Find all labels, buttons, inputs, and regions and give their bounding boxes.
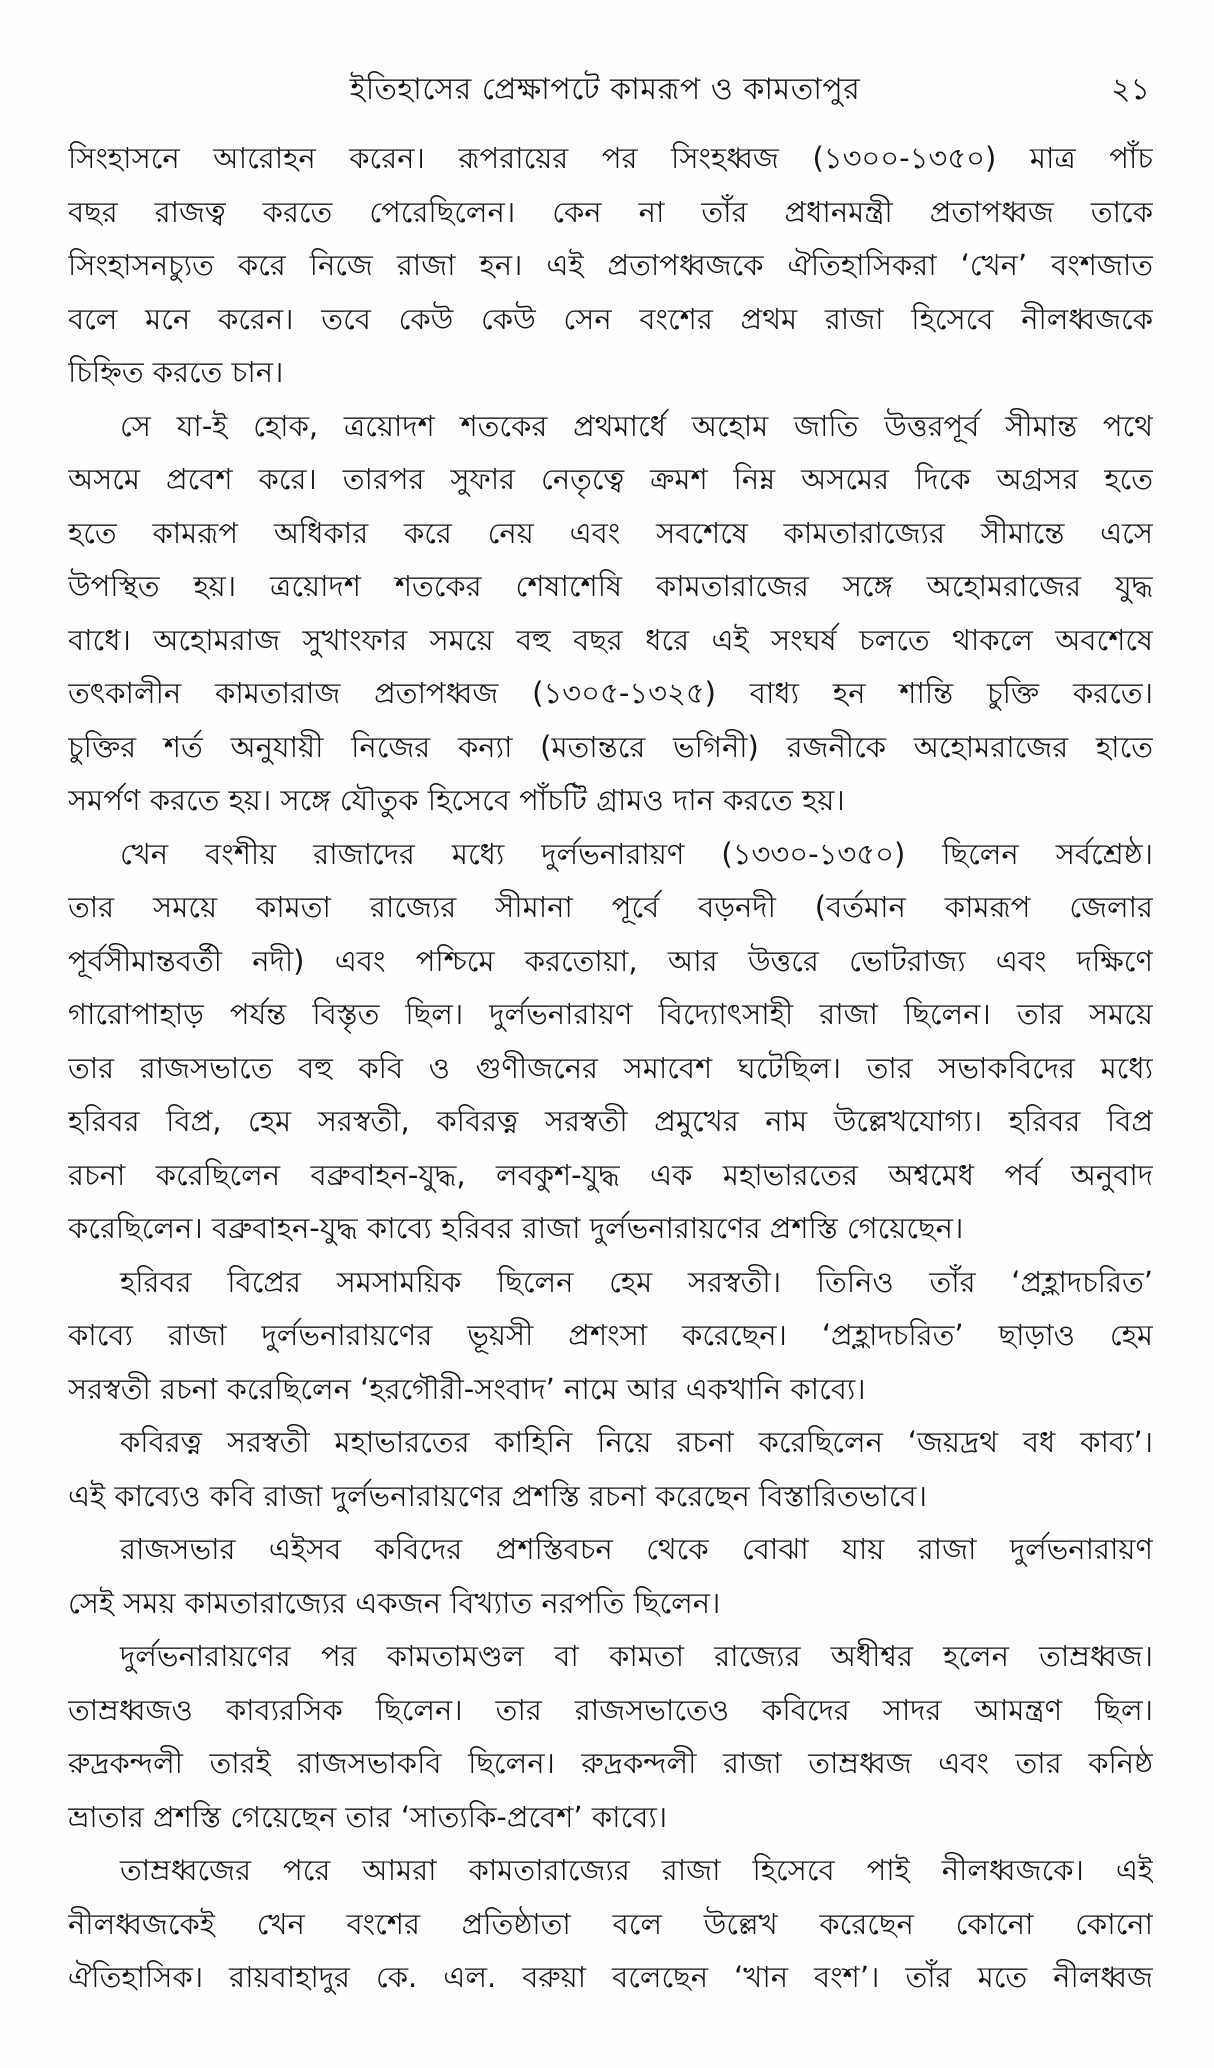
text-line: দুর্লভনারায়ণের পর কামতামণ্ডল বা কামতা রাজ্যের অধীশ্বর হলেন তাম্রধ্বজ। [120,1639,1153,1673]
paragraph-2 [68,400,1153,828]
paragraph-4 [68,1256,1153,1417]
paragraph-5 [68,1416,1153,1523]
text-line: রাজসভার এইসব কবিদের প্রশস্তিবচন থেকে বোঝা যায় রাজা দুর্লভনারায়ণ [120,1532,1153,1566]
paragraph-7 [68,1630,1153,1844]
text-line: খেন বংশীয় রাজাদের মধ্যে দুর্লভনারায়ণ (১৩৩০-১৩৫০) ছিলেন সর্বশ্রেষ্ঠ। [120,836,1153,871]
text-line: তার রাজসভাতে বহু কবি ও গুণীজনের সমাবেশ ঘটেছিল। তার সভাকবিদের মধ্যে [68,1050,1153,1085]
text-line: বলে মনে করেন। তবে কেউ কেউ সেন বংশের প্রথম রাজা হিসেবে নীলধ্বজকে [68,301,1153,336]
text-line: অসমে প্রবেশ করে। তারপর সুফার নেতৃত্বে ক্রমশ নিম্ন অসমের দিকে অগ্রসর হতে [68,462,1153,496]
text-line: বাধে। অহোমরাজ সুখাংফার সময়ে বহু বছর ধরে এই সংঘর্ষ চলতে থাকলে অবশেষে [68,622,1153,657]
paragraph-8 [68,1844,1153,2005]
text-line: সরস্বতী রচনা করেছিলেন ‘হরগৌরী-সংবাদ’ নামে আর একখানি কাব্যে। [68,1371,866,1406]
text-line: পূর্বসীমান্তবর্তী নদী) এবং পশ্চিমে করতোয়া, আর উত্তরে ভোটরাজ্য এবং দক্ষিণে [68,943,1153,978]
text-line: কবিরত্ন সরস্বতী মহাভারতের কাহিনি নিয়ে রচনা করেছিলেন ‘জয়দ্রথ বধ কাব্য’। [120,1425,1153,1459]
paragraph-3 [68,828,1153,1256]
text-line: সিংহাসনে আরোহন করেন। রূপরায়ের পর সিংহধ্বজ (১৩০০-১৩৫০) মাত্র পাঁচ [68,141,1153,175]
text-line: রুদ্রকন্দলী তারই রাজসভাকবি ছিলেন। রুদ্রকন্দলী রাজা তাম্রধ্বজ এবং তার কনিষ্ঠ [68,1746,1153,1780]
paragraph-6 [68,1523,1153,1630]
text-line: করেছিলেন। বব্রুবাহন-যুদ্ধ কাব্যে হরিবর রাজা দুর্লভনারায়ণের প্রশস্তি গেয়েছেন। [68,1211,964,1245]
text-line: বছর রাজত্ব করতে পেরেছিলেন। কেন না তাঁর প্রধানমন্ত্রী প্রতাপধ্বজ তাকে [68,194,1153,229]
text-line: চিহ্নিত করতে চান। [68,355,284,389]
page-header [60,60,1150,120]
text-line: তাম্রধ্বজও কাব্যরসিক ছিলেন। তার রাজসভাতেও কবিদের সাদর আমন্ত্রণ ছিল। [68,1692,1153,1727]
paragraph-1 [68,132,1153,400]
text-line: তৎকালীন কামতারাজ প্রতাপধ্বজ (১৩০৫-১৩২৫) বাধ্য হন শান্তি চুক্তি করতে। [68,676,1153,710]
text-line: হতে কামরূপ অধিকার করে নেয় এবং সবশেষে কামতারাজ্যের সীমান্তে এসে [68,515,1153,550]
text-line: চুক্তির শর্ত অনুযায়ী নিজের কন্যা (মতান্তরে ভগিনী) রজনীকে অহোমরাজের হাতে [68,729,1153,764]
text-line: কাব্যে রাজা দুর্লভনারায়ণের ভূয়সী প্রশংসা করেছেন। ‘প্রহ্লাদচরিত’ ছাড়াও হেম [68,1318,1153,1352]
text-line: তার সময়ে কামতা রাজ্যের সীমানা পূর্বে বড়নদী (বর্তমান কামরূপ জেলার [68,890,1153,924]
text-line: ভ্রাতার প্রশস্তি গেয়েছেন তার ‘সাত্যকি-প্রবেশ’ কাব্যে। [68,1799,668,1834]
text-line: সে যা-ই হোক, ত্রয়োদশ শতকের প্রথমার্ধে অহোম জাতি উত্তরপূর্ব সীমান্ত পথে [120,408,1153,443]
running-title: ইতিহাসের প্রেক্ষাপটে কামরূপ ও কামতাপুর [349,72,861,107]
text-line: উপস্থিত হয়। ত্রয়োদশ শতকের শেষাশেষি কামতারাজের সঙ্গে অহোমরাজের যুদ্ধ [68,569,1153,603]
text-line: রচনা করেছিলেন বব্রুবাহন-যুদ্ধ, লবকুশ-যুদ্ধ এক মহাভারতের অশ্বমেধ পর্ব অনুবাদ [68,1157,1153,1192]
body-text [68,132,1153,2005]
text-line: নীলধ্বজকেই খেন বংশের প্রতিষ্ঠাতা বলে উল্লেখ করেছেন কোনো কোনো [68,1906,1153,1941]
text-line: গারোপাহাড় পর্যন্ত বিস্তৃত ছিল। দুর্লভনারায়ণ বিদ্যোৎসাহী রাজা ছিলেন। তার সময়ে [68,997,1153,1031]
text-line: হরিবর বিপ্রের সমসাময়িক ছিলেন হেম সরস্বতী। তিনিও তাঁর ‘প্রহ্লাদচরিত’ [120,1264,1153,1299]
text-line: সমর্পণ করতে হয়। সঙ্গে যৌতুক হিসেবে পাঁচটি গ্রামও দান করতে হয়। [68,783,845,817]
text-line: সিংহাসনচ্যুত করে নিজে রাজা হন। এই প্রতাপধ্বজকে ঐতিহাসিকরা ‘খেন’ বংশজাত [68,248,1153,282]
text-line: তাম্রধ্বজের পরে আমরা কামতারাজ্যের রাজা হিসেবে পাই নীলধ্বজকে। এই [120,1853,1153,1887]
text-line: সেই সময় কামতারাজ্যের একজন বিখ্যাত নরপতি ছিলেন। [68,1585,721,1620]
text-line: এই কাব্যেও কবি রাজা দুর্লভনারায়ণের প্রশস্তি রচনা করেছেন বিস্তারিতভাবে। [68,1478,927,1513]
page-number: ২১ [1111,72,1150,107]
text-line: ঐতিহাসিক। রায়বাহাদুর কে. এল. বরুয়া বলেছেন ‘খান বংশ’। তাঁর মতে নীলধ্বজ [68,1960,1153,1994]
text-line: হরিবর বিপ্র, হেম সরস্বতী, কবিরত্ন সরস্বতী প্রমুখের নাম উল্লেখযোগ্য। হরিবর বিপ্র [68,1104,1153,1138]
